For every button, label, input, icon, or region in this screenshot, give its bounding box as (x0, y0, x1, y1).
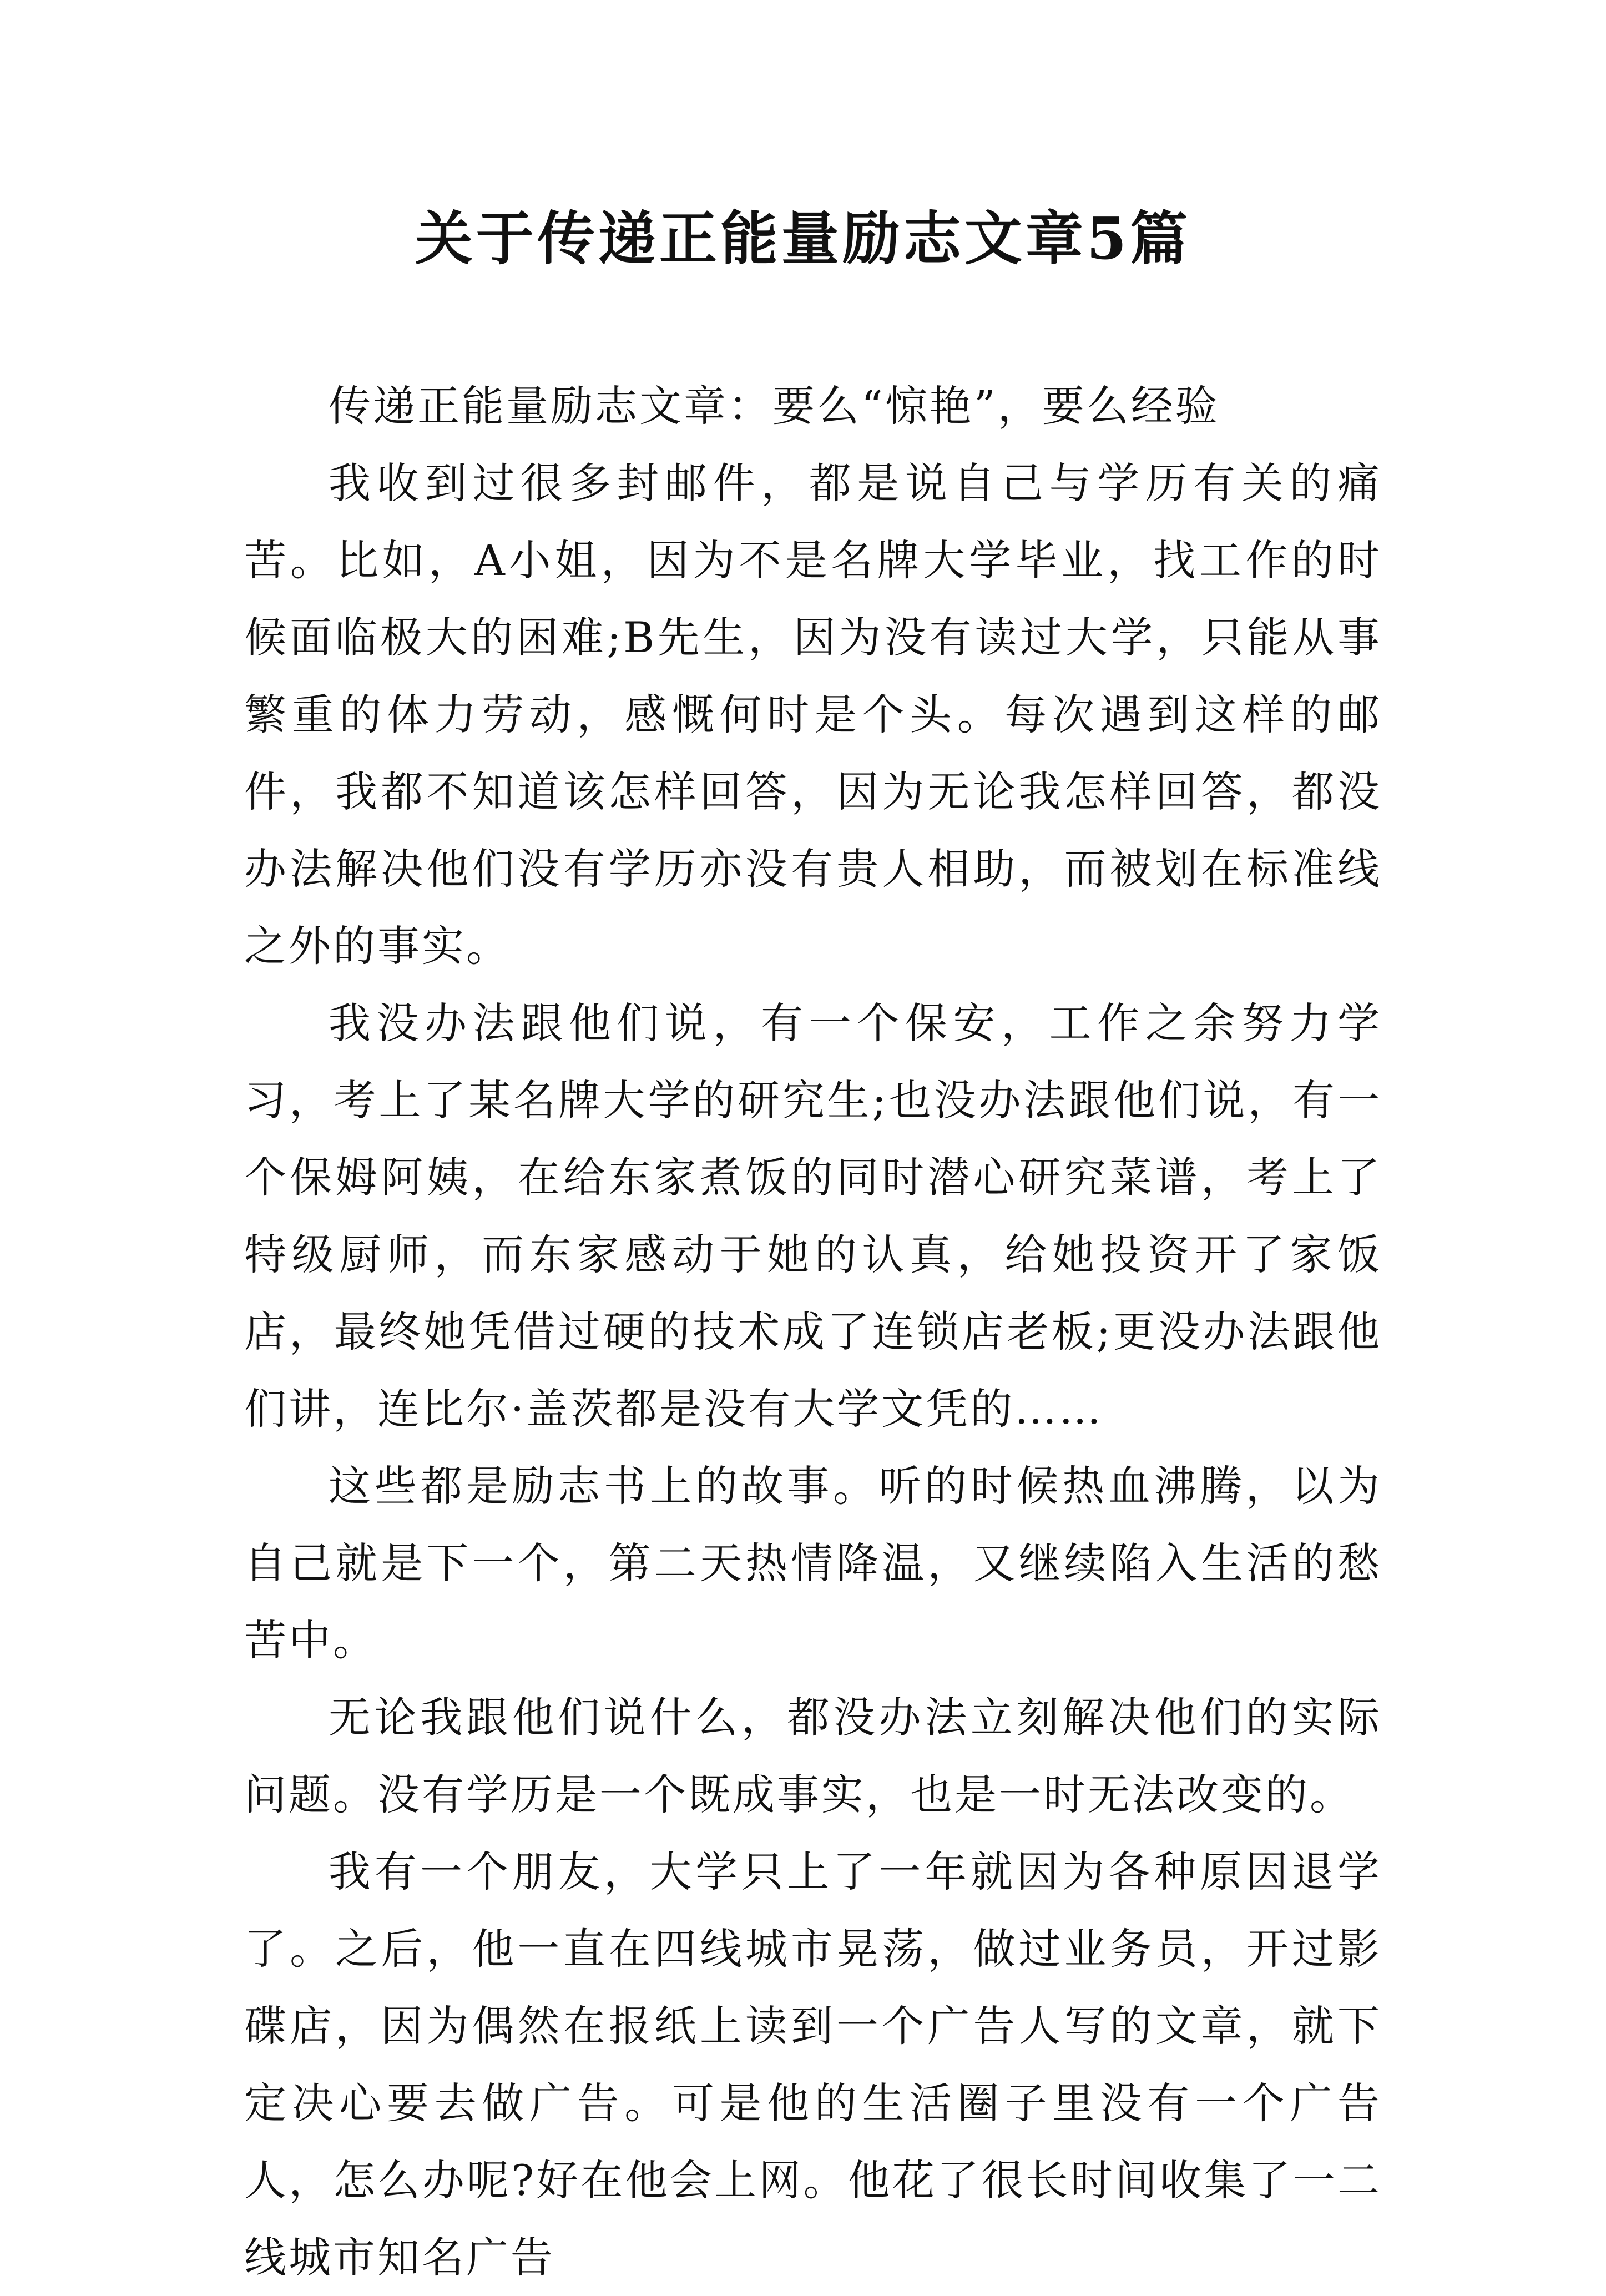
article-subtitle: 传递正能量励志文章：要么“惊艳”，要么经验 (329, 381, 1220, 431)
paragraph-3: 这些都是励志书上的故事。听的时候热血沸腾，以为自己就是下一个，第二天热情降温，又继续陷入生活的愁苦中。 (244, 1461, 1382, 1665)
document-title: 关于传递正能量励志文章5篇 (415, 204, 1191, 273)
paragraph-5: 我有一个朋友，大学只上了一年就因为各种原因退学了。之后，他一直在四线城市晃荡，做过业务员，开过影碟店，因为偶然在报纸上读到一个广告人写的文章，就下定决心要去做广告。可是他的生活圈子里没有一个广告人，怎么办呢?好在他会上网。他花了很长时间收集了一二线城市知名广告 (244, 1847, 1382, 2282)
paragraph-1: 我收到过很多封邮件，都是说自己与学历有关的痛苦。比如，A小姐，因为不是名牌大学毕业，找工作的时候面临极大的困难;B先生，因为没有读过大学，只能从事繁重的体力劳动，感慨何时是个头。每次遇到这样的邮件，我都不知道该怎样回答，因为无论我怎样回答，都没办法解决他们没有学历亦没有贵人相助，而被划在标准线之外的事实。 (244, 458, 1382, 971)
paragraph-2: 我没办法跟他们说，有一个保安，工作之余努力学习，考上了某名牌大学的研究生;也没办法跟他们说，有一个保姆阿姨，在给东家煮饭的同时潜心研究菜谱，考上了特级厨师，而东家感动于她的认真，给她投资开了家饭店，最终她凭借过硬的技术成了连锁店老板;更没办法跟他们讲，连比尔·盖茨都是没有大学文凭的…… (244, 998, 1382, 1434)
document-body (244, 367, 1382, 2296)
paragraph-4: 无论我跟他们说什么，都没办法立刻解决他们的实际问题。没有学历是一个既成事实，也是一时无法改变的。 (244, 1693, 1382, 1819)
